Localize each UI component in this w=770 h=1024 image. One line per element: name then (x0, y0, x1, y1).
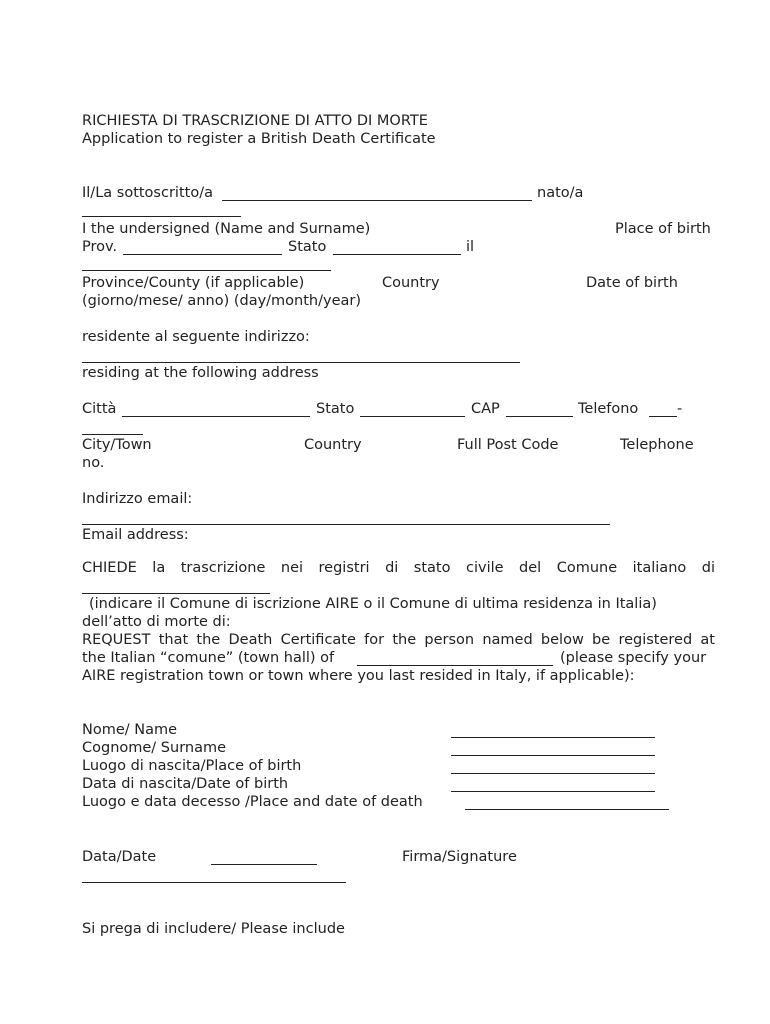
deceased-surname-label: Cognome/ Surname (82, 740, 227, 756)
please-include-label: Si prega di includere/ Please include (82, 921, 345, 937)
signature-label: Firma/Signature (402, 849, 517, 865)
postcode-label-en: Full Post Code (457, 437, 559, 453)
cap-label-it: CAP (471, 401, 500, 417)
request-text-en-2b: (please specify your (560, 650, 707, 666)
deceased-surname-field[interactable] (451, 755, 655, 756)
atto-text-it: dell’atto di morte di: (82, 614, 231, 630)
chiede-text-it: CHIEDE la trascrizione nei registri di stato civile del Comune italiano di (82, 560, 715, 576)
deceased-name-label: Nome/ Name (82, 722, 178, 738)
deceased-name-field[interactable] (451, 737, 655, 738)
form-title-english: Application to register a British Death Certificate (82, 131, 436, 147)
prov-label-it: Prov. (82, 239, 118, 255)
name-surname-field[interactable] (222, 200, 532, 201)
citta-label-it: Città (82, 401, 117, 417)
comune-field[interactable] (82, 593, 270, 594)
telephone-prefix-field[interactable] (649, 416, 677, 417)
telephone-label-en: Telephone (620, 437, 694, 453)
country-label-en: Country (382, 275, 440, 291)
deceased-date-of-birth-label: Data di nascita/Date of birth (82, 776, 289, 792)
request-text-en-2a: the Italian “comune” (town hall) of (82, 650, 335, 666)
place-of-birth-label-en: Place of birth (615, 221, 711, 237)
form-title-italian: RICHIESTA DI TRASCRIZIONE DI ATTO DI MORTE (82, 113, 428, 129)
country-of-birth-field[interactable] (333, 254, 461, 255)
city-label-en: City/Town (82, 437, 152, 453)
email-label-en: Email address: (82, 527, 189, 543)
address-country-field[interactable] (360, 416, 465, 417)
telephone-no-label-en: no. (82, 455, 105, 471)
province-field[interactable] (123, 254, 282, 255)
address-country-label-en: Country (304, 437, 362, 453)
signature-field[interactable] (82, 882, 346, 883)
born-label-it: nato/a (537, 185, 584, 201)
death-place-date-field[interactable] (465, 809, 669, 810)
address-stato-label-it: Stato (316, 401, 355, 417)
telefono-label-it: Telefono (578, 401, 639, 417)
address-field[interactable] (82, 362, 520, 363)
stato-label-it: Stato (288, 239, 327, 255)
email-label-it: Indirizzo email: (82, 491, 193, 507)
telephone-number-field[interactable] (82, 434, 143, 435)
il-label-it: il (466, 239, 475, 255)
date-format-hint: (giorno/mese/ anno) (day/month/year) (82, 293, 361, 309)
deceased-place-of-birth-field[interactable] (451, 773, 655, 774)
date-field[interactable] (211, 864, 317, 865)
resident-label-it: residente al seguente indirizzo: (82, 329, 310, 345)
residing-label-en: residing at the following address (82, 365, 319, 381)
undersigned-label-it: Il/La sottoscritto/a (82, 185, 213, 201)
comune-en-field[interactable] (357, 665, 553, 666)
death-place-date-label: Luogo e data decesso /Place and date of death (82, 794, 423, 810)
indicare-text-it: (indicare il Comune di iscrizione AIRE o il Comune di ultima residenza in Italia) (89, 596, 657, 612)
deceased-date-of-birth-field[interactable] (451, 791, 655, 792)
date-label: Data/Date (82, 849, 157, 865)
date-of-birth-field[interactable] (82, 270, 331, 271)
email-field[interactable] (82, 524, 610, 525)
postcode-field[interactable] (506, 416, 573, 417)
request-text-en-3: AIRE registration town or town where you last resided in Italy, if applicable): (82, 668, 635, 684)
telephone-dash: - (677, 401, 683, 417)
deceased-place-of-birth-label: Luogo di nascita/Place of birth (82, 758, 302, 774)
undersigned-label-en: I the undersigned (Name and Surname) (82, 221, 371, 237)
city-field[interactable] (122, 416, 310, 417)
place-of-birth-field[interactable] (82, 216, 241, 217)
date-of-birth-label-en: Date of birth (586, 275, 678, 291)
province-label-en: Province/County (if applicable) (82, 275, 305, 291)
request-text-en-1: REQUEST that the Death Certificate for the person named below be registered at (82, 632, 715, 648)
